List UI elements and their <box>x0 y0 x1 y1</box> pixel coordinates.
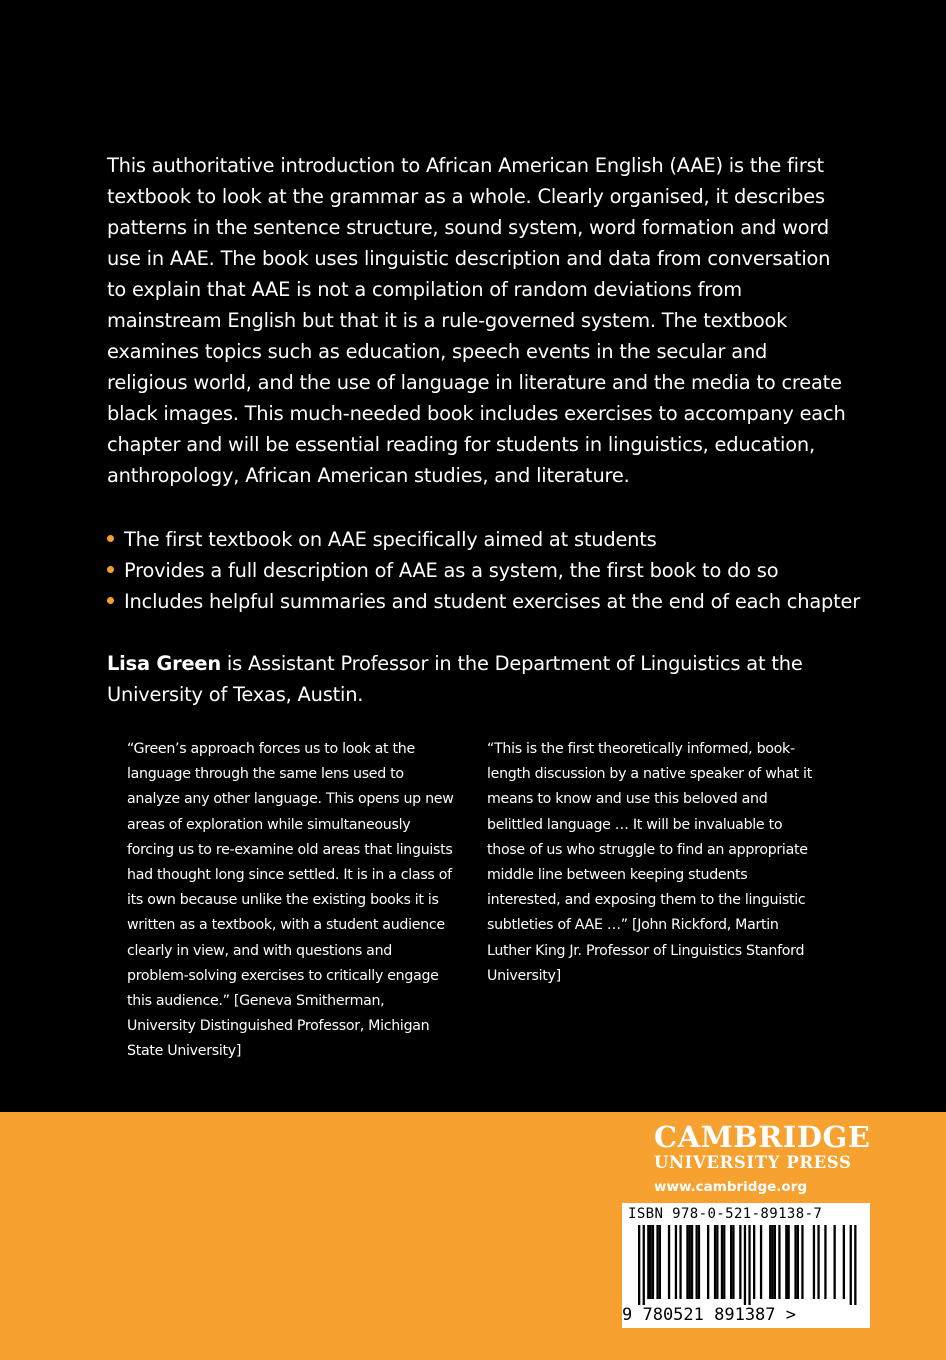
barcode-bar <box>638 1225 640 1305</box>
isbn-label: ISBN 978-0-521-89138-7 <box>628 1206 823 1222</box>
feature-text: The first textbook on AAE specifically aimed at students <box>124 528 657 551</box>
barcode-bar <box>659 1225 661 1299</box>
feature-list <box>107 524 867 617</box>
barcode-bar <box>698 1225 700 1299</box>
barcode-bar <box>656 1225 658 1299</box>
feature-text: Includes helpful summaries and student exercises at the end of each chapter <box>124 590 861 613</box>
bullet-icon <box>107 597 114 604</box>
publisher-press: UNIVERSITY PRESS <box>654 1153 852 1172</box>
bullet-icon <box>107 566 114 573</box>
barcode-bar <box>824 1225 826 1299</box>
barcode-bar <box>797 1225 799 1299</box>
barcode-bar <box>696 1225 698 1299</box>
barcode-bar <box>785 1225 787 1299</box>
publisher-logo <box>654 1122 874 1197</box>
barcode-bar <box>643 1225 645 1305</box>
barcode-bar <box>854 1225 856 1305</box>
barcode-bar <box>730 1225 732 1299</box>
barcode-bar <box>714 1225 716 1299</box>
barcode-bar <box>760 1225 762 1299</box>
barcode-bar <box>650 1225 652 1299</box>
barcode-bar <box>843 1225 845 1299</box>
barcode-bar <box>778 1225 780 1299</box>
barcode-bar <box>691 1225 693 1299</box>
barcode-bar <box>794 1225 796 1299</box>
barcode-bar <box>788 1225 790 1299</box>
barcode-bar <box>647 1225 649 1299</box>
barcode-bar <box>801 1225 803 1299</box>
review-quote-rickford: “This is the first theoretically informed, book-length discussion by a native speaker of what it means to know and use this beloved and belittled language … It will be invaluable to those of us who struggle to find an appropriate middle line between keeping students interested, and exposing them to the linguistic subtleties of AAE …” [John Rickford, Martin Luther King Jr. Professor of Linguistics Stanford University] <box>487 741 812 984</box>
barcode-bar <box>771 1225 773 1299</box>
publisher-name: CAMBRIDGE <box>654 1120 871 1154</box>
feature-item <box>107 586 867 617</box>
barcode-bar <box>813 1225 815 1299</box>
barcode-bar <box>769 1225 771 1299</box>
book-description: This authoritative introduction to African American English (AAE) is the first textbook to look at the grammar as a whole. Clearly organised, it describes patterns in the sentence structure, sound system, word formation and word use in AAE. The book uses linguistic description and data from conversation to explain that AAE is not a compilation of random deviations from mainstream English but that it is a rule-governed system. The textbook examines topics such as education, speech events in the secular and religious world, and the use of language in literature and the media to create black images. This much-needed book includes exercises to accompany each chapter and will be essential reading for students in linguistics, education, anthropology, African American studies, and literature. <box>107 154 846 487</box>
barcode-bar <box>744 1225 746 1305</box>
barcode-bar <box>850 1225 852 1305</box>
isbn-barcode <box>622 1203 870 1328</box>
barcode-bar <box>652 1225 654 1299</box>
barcode-bar <box>774 1225 776 1299</box>
barcode-bar <box>732 1225 734 1299</box>
author-description: is Assistant Professor in the Department of Linguistics at the University of Texas, Austin. <box>107 652 803 706</box>
barcode-icon <box>622 1225 870 1307</box>
barcode-bar <box>817 1225 819 1299</box>
barcode-bar <box>723 1225 725 1299</box>
publisher-url: www.cambridge.org <box>654 1179 808 1195</box>
feature-item <box>107 524 867 555</box>
barcode-bar <box>748 1225 750 1305</box>
barcode-bar <box>668 1225 670 1299</box>
author-bio <box>107 648 827 710</box>
barcode-bar <box>721 1225 723 1299</box>
author-name: Lisa Green <box>107 652 221 675</box>
barcode-bar <box>739 1225 741 1299</box>
isbn-digits: 9 780521 891387 > <box>622 1305 796 1325</box>
review-quote-smitherman: “Green’s approach forces us to look at the language through the same lens used to analyze any other language. This opens up new areas of exploration while simultaneously forcing us to re-examine old areas that linguists had thought long since settled. It is in a class of its own because unlike the existing books it is written as a textbook, with a student audience clearly in view, and with questions and problem-solving exercises to critically engage this audience.” [Geneva Smitherman, University Distinguished Professor, Michigan State University] <box>127 741 454 1060</box>
barcode-bar <box>834 1225 836 1299</box>
feature-item <box>107 555 867 586</box>
bullet-icon <box>107 535 114 542</box>
barcode-bar <box>753 1225 755 1299</box>
barcode-bar <box>679 1225 681 1299</box>
barcode-bar <box>675 1225 677 1299</box>
barcode-bar <box>707 1225 709 1299</box>
feature-text: Provides a full description of AAE as a system, the first book to do so <box>124 559 779 582</box>
barcode-bar <box>689 1225 691 1299</box>
barcode-bar <box>716 1225 718 1299</box>
barcode-bar <box>686 1225 688 1299</box>
